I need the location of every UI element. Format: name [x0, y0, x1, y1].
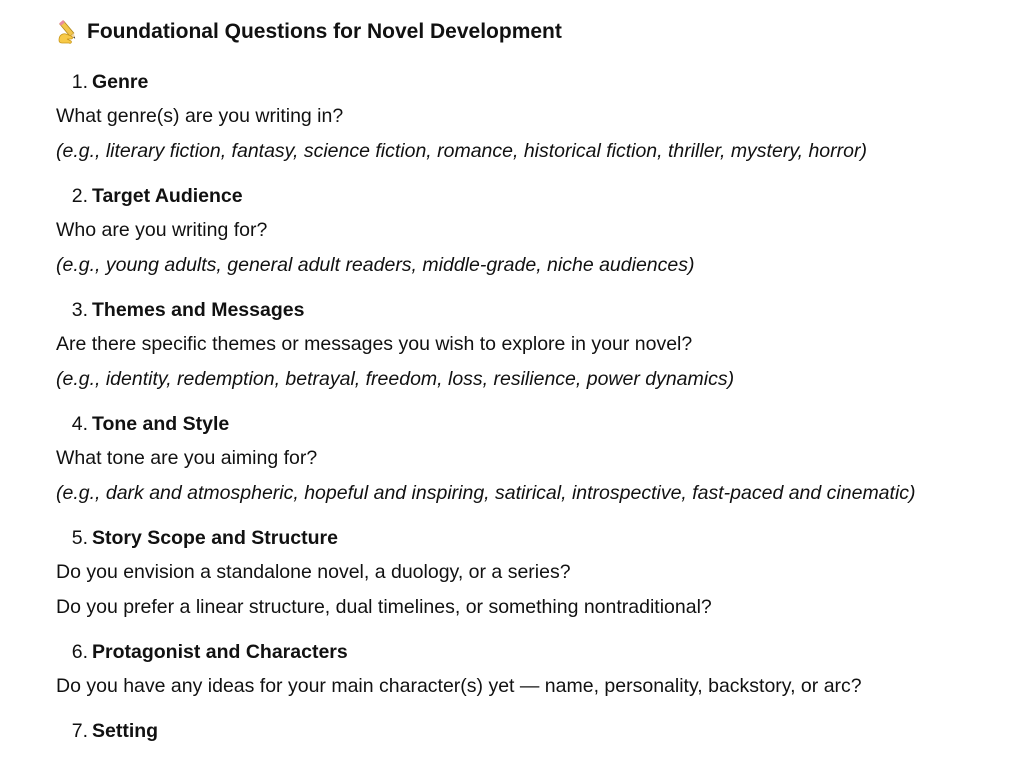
section-number: 3. — [71, 299, 88, 321]
section-heading — [56, 635, 1024, 669]
section-title: Story Scope and Structure — [92, 527, 338, 549]
question-text: Who are you writing for? — [56, 219, 268, 241]
question-text: Do you have any ideas for your main character(s) yet — name, personality, backstory, or arc? — [56, 675, 862, 697]
section-title: Target Audience — [92, 185, 243, 207]
section-heading — [56, 179, 1024, 213]
question-section — [56, 179, 1024, 283]
document-title-row — [56, 17, 1024, 47]
section-title: Themes and Messages — [92, 299, 305, 321]
question-text: What genre(s) are you writing in? — [56, 105, 344, 127]
section-number: 7. — [71, 720, 88, 742]
section-title: Protagonist and Characters — [92, 641, 348, 663]
section-number: 6. — [71, 641, 88, 663]
section-heading — [56, 293, 1024, 327]
section-title: Setting — [92, 720, 159, 742]
section-heading — [56, 714, 1024, 748]
example-text: (e.g., identity, redemption, betrayal, freedom, loss, resilience, power dynamics) — [56, 368, 735, 390]
page-title: Foundational Questions for Novel Development — [87, 20, 562, 43]
section-heading — [56, 521, 1024, 555]
question-section — [56, 65, 1024, 169]
example-text: (e.g., young adults, general adult readers, middle-grade, niche audiences) — [56, 254, 695, 276]
question-section — [56, 521, 1024, 625]
question-section — [56, 635, 1024, 704]
question-list — [56, 65, 1024, 748]
question-text: What tone are you aiming for? — [56, 447, 318, 469]
section-heading — [56, 65, 1024, 99]
question-text: Do you prefer a linear structure, dual timelines, or something nontraditional? — [56, 596, 712, 618]
section-title: Genre — [92, 71, 149, 93]
section-number: 2. — [71, 185, 88, 207]
question-text: Do you envision a standalone novel, a duology, or a series? — [56, 561, 571, 583]
section-heading — [56, 407, 1024, 441]
writing-hand-icon — [56, 19, 82, 45]
question-section — [56, 407, 1024, 511]
question-section — [56, 714, 1024, 748]
question-text: Are there specific themes or messages you wish to explore in your novel? — [56, 333, 693, 355]
section-title: Tone and Style — [92, 413, 230, 435]
section-number: 5. — [71, 527, 88, 549]
example-text: (e.g., dark and atmospheric, hopeful and inspiring, satirical, introspective, fast-paced and cinematic) — [56, 482, 916, 504]
section-number: 4. — [71, 413, 88, 435]
section-number: 1. — [71, 71, 88, 93]
question-section — [56, 293, 1024, 397]
example-text: (e.g., literary fiction, fantasy, science fiction, romance, historical fiction, thriller, mystery, horror) — [56, 140, 867, 162]
